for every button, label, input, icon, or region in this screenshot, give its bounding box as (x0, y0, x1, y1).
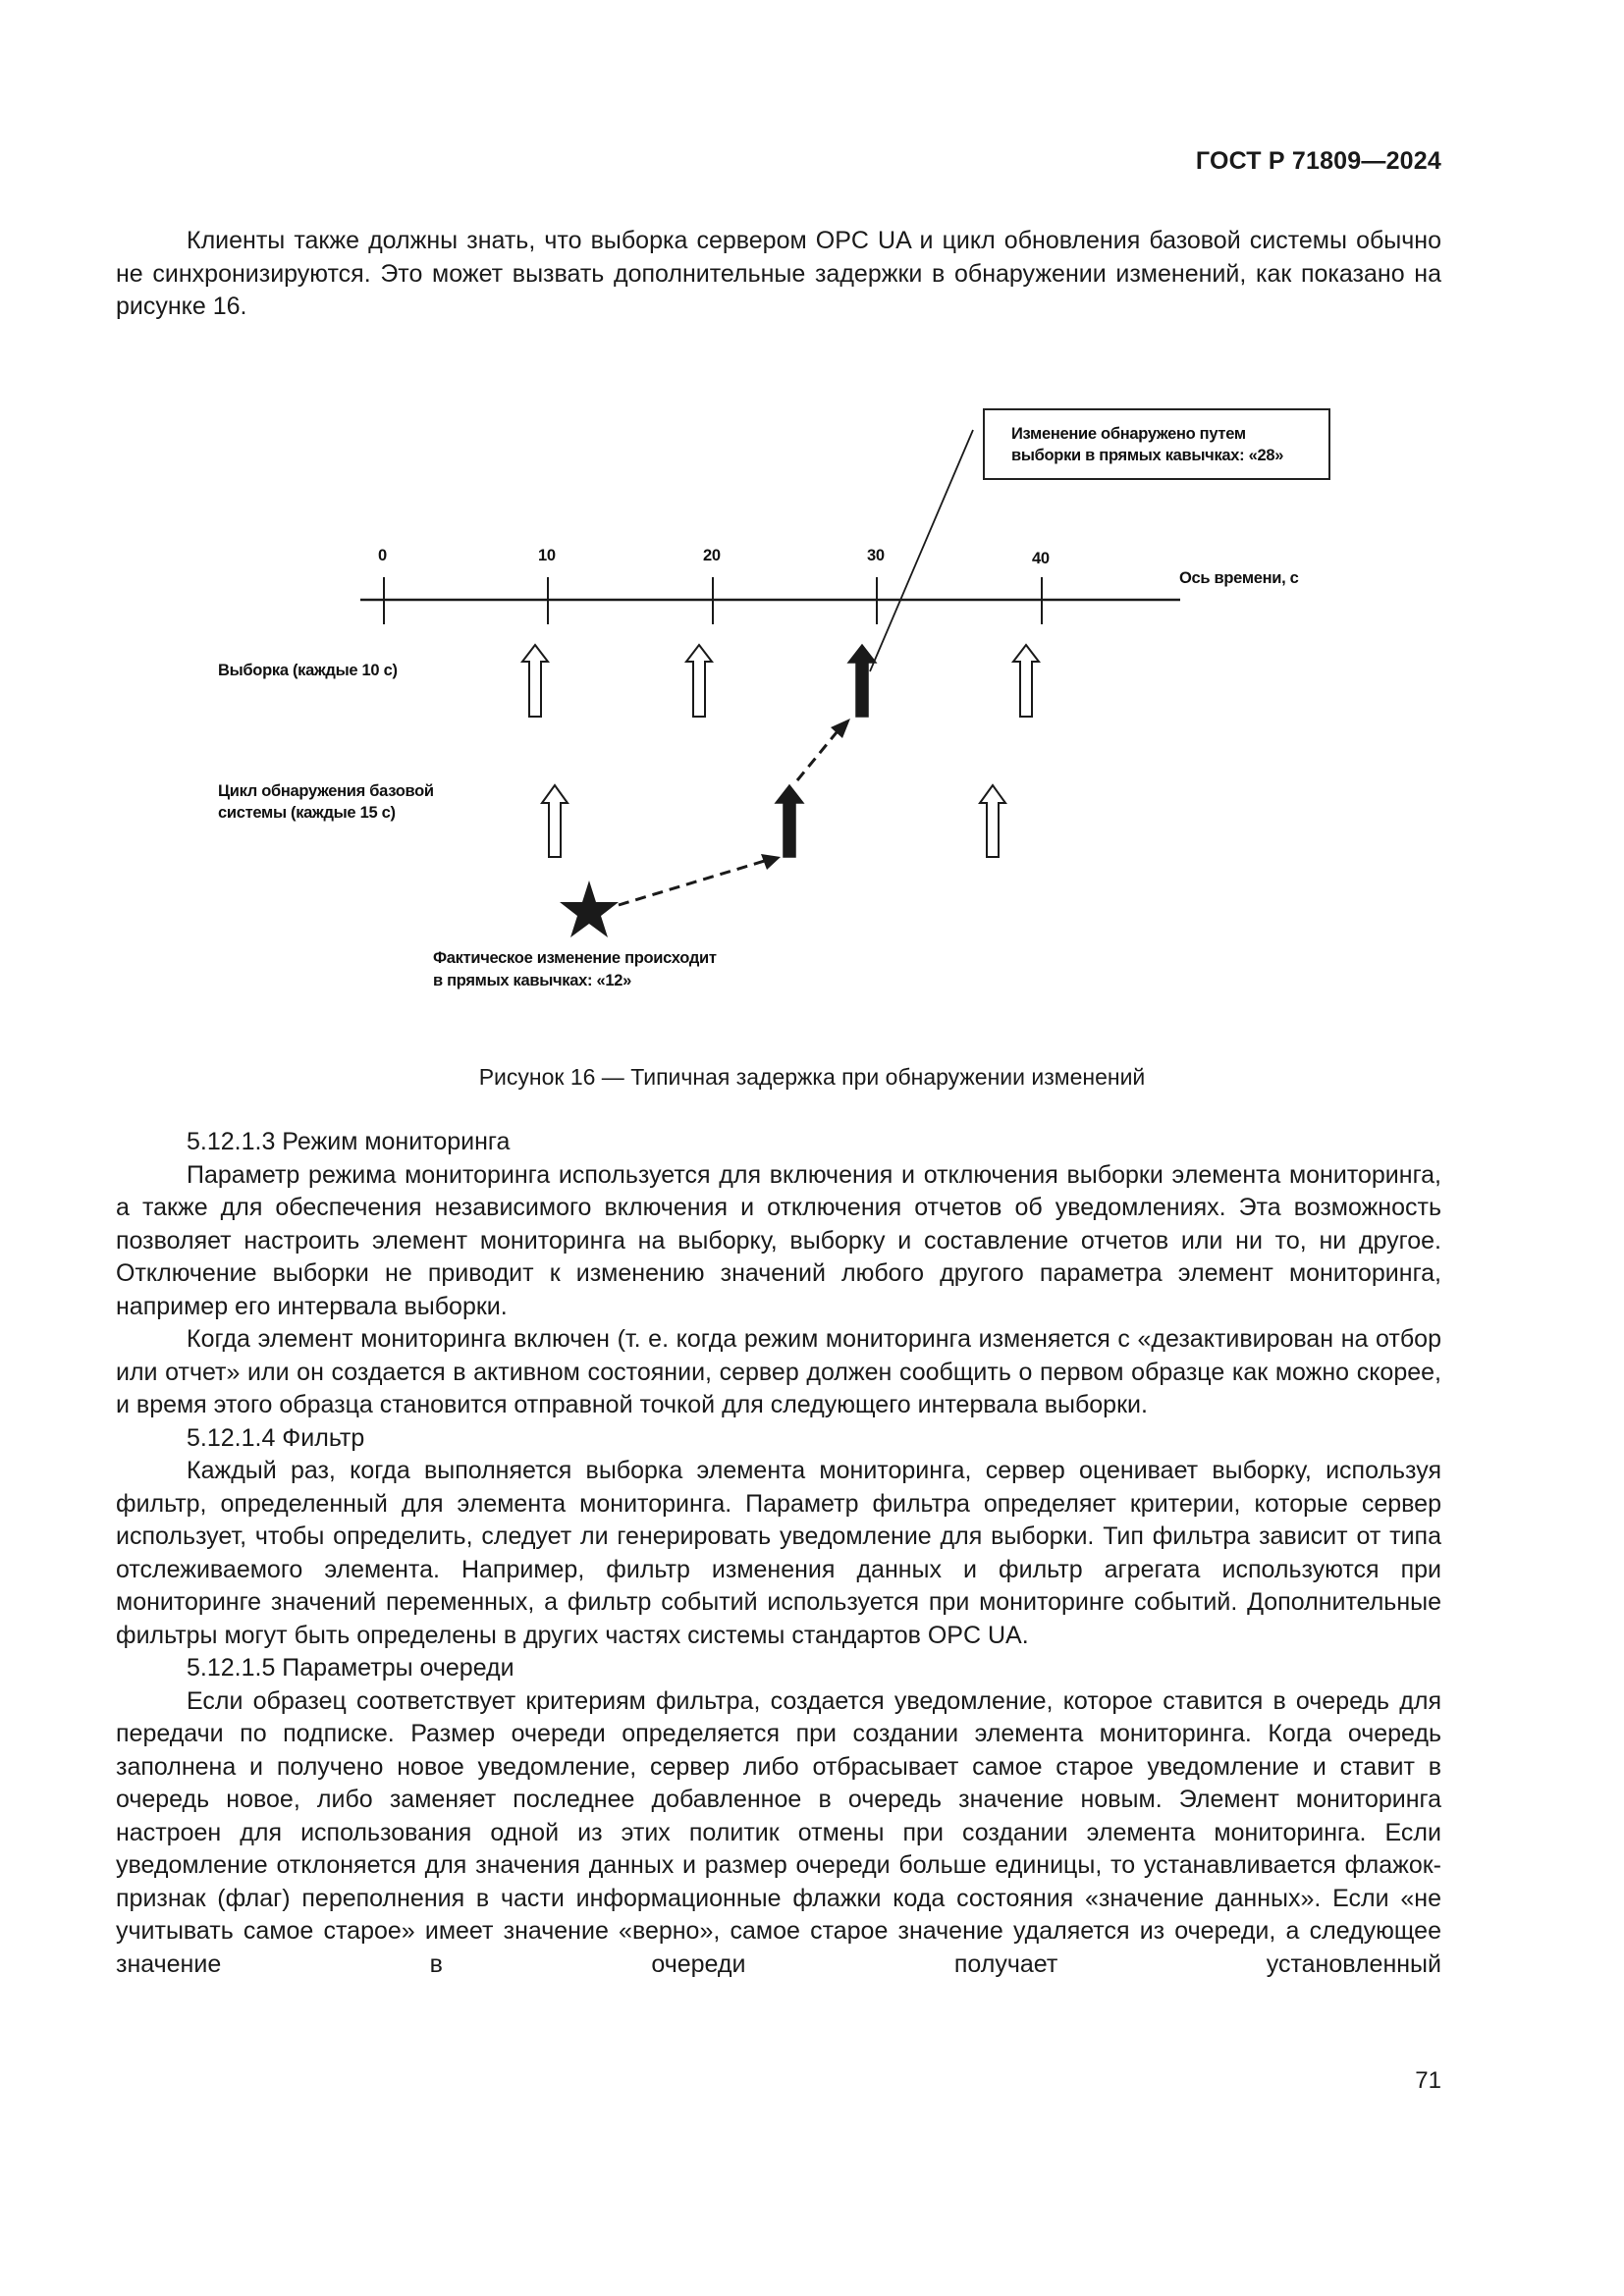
filled-arrow-icon (776, 785, 803, 857)
hollow-arrow-icon (522, 645, 548, 717)
callout-line-2: выборки в прямых кавычках: «28» (1011, 447, 1284, 464)
section-heading: 5.12.1.4 Фильтр (187, 1423, 365, 1452)
tick-label-30: 30 (867, 547, 885, 564)
axis-label: Ось времени, с (1179, 569, 1299, 587)
paragraph: Параметр режима мониторинга используется для включения и отключения выборки элемента мониторинга, а также для обеспечения независимого включения и отключения отчетов об уведомлениях. Эта возможность позволяет настроить элемент мониторинга на выборку, выборку и составление отчетов или ни то, ни другое. Отключение выборки не приводит к изменению значений любого другого параметра элемент мониторинга, например его интервала выборки. (116, 1160, 1441, 1320)
filled-arrow-icon (848, 645, 876, 717)
sampling-arrows (522, 645, 1039, 717)
hollow-arrow-icon (1013, 645, 1039, 717)
figure-16 (0, 0, 1624, 1050)
base-cycle-arrows (542, 785, 1005, 857)
row-label-base-line-2: системы (каждые 15 с) (218, 804, 396, 822)
callout-leader-line (870, 430, 973, 671)
page-number: 71 (1415, 2067, 1441, 2094)
paragraph: Каждый раз, когда выполняется выборка элемента мониторинга, сервер оценивает выборку, используя фильтр, определенный для элемента мониторинга. Параметр фильтра определяет критерии, которые сервер использует, чтобы определить, следует ли генерировать уведомление для выборки. Тип фильтра зависит от типа отслеживаемого элемента. Например, фильтр изменения данных и фильтр агрегата используются при мониторинге значений переменных, а фильтр событий используется при мониторинге событий. Дополнительные фильтры могут быть определены в других частях системы стандартов OPC UA. (116, 1457, 1441, 1649)
dashed-arrow-base-to-sample (797, 726, 841, 780)
timing-diagram (0, 0, 1624, 1050)
dashed-arrow-star-to-base (619, 860, 768, 905)
tick-label-20: 20 (703, 547, 721, 564)
section-heading: 5.12.1.5 Параметры очереди (187, 1654, 514, 1682)
hollow-arrow-icon (542, 785, 568, 857)
figure-caption: Рисунок 16 — Типичная задержка при обнаружении изменений (478, 1064, 1146, 1090)
paragraph: Если образец соответствует критериям фильтра, создается уведомление, которое ставится в очередь для передачи по подписке. Размер очереди определяется при создании элемента мониторинга. Когда очередь заполнена и получено новое уведомление, сервер либо отбрасывает самое старое уведомление и ставит в очередь новое, либо заменяет последнее добавленное в очередь значение новым. Элемент мониторинга настроен для использования одной из этих политик отмены при создании элемента мониторинга. Если уведомление отклоняется для значения данных и размер очереди больше единицы, то устанавливается флажок-признак (флаг) переполнения в части информационные флажки кода состояния «значение данных». Если «не учитывать самое старое» имеет значение «верно», самое старое значение удаляется из очереди, а следующее значение в очереди получает установленный (116, 1686, 1441, 1978)
hollow-arrow-icon (980, 785, 1005, 857)
star-label-line-2: в прямых кавычках: «12» (433, 972, 631, 989)
arrowhead-icon (761, 854, 781, 870)
callout-line-1: Изменение обнаружено путем (1011, 425, 1246, 443)
row-label-base-line-1: Цикл обнаружения базовой (218, 782, 434, 800)
section-heading: 5.12.1.3 Режим мониторинга (187, 1128, 511, 1155)
row-label-sampling: Выборка (каждые 10 с) (218, 662, 398, 679)
tick-label-10: 10 (538, 547, 556, 564)
star-label-line-1: Фактическое изменение происходит (433, 949, 717, 967)
body-text (116, 1126, 1441, 1981)
star-icon (560, 881, 619, 937)
callout-box (983, 408, 1330, 480)
tick-label-40: 40 (1032, 550, 1050, 567)
hollow-arrow-icon (686, 645, 712, 717)
document-header-id: ГОСТ Р 71809—2024 (1195, 147, 1441, 175)
paragraph: Когда элемент мониторинга включен (т. е. когда режим мониторинга изменяется с «дезактивирован на отбор или отчет» или он создается в активном состоянии, сервер должен сообщить о первом образце как можно скорее, и время этого образца становится отправной точкой для следующего интервала выборки. (116, 1325, 1441, 1418)
intro-paragraph: Клиенты также должны знать, что выборка сервером OPC UA и цикл обновления базовой системы обычно не синхронизируются. Это может вызвать дополнительные задержки в обнаружении изменений, как показано на рисунке 16. (116, 227, 1441, 320)
tick-label-0: 0 (378, 547, 387, 564)
